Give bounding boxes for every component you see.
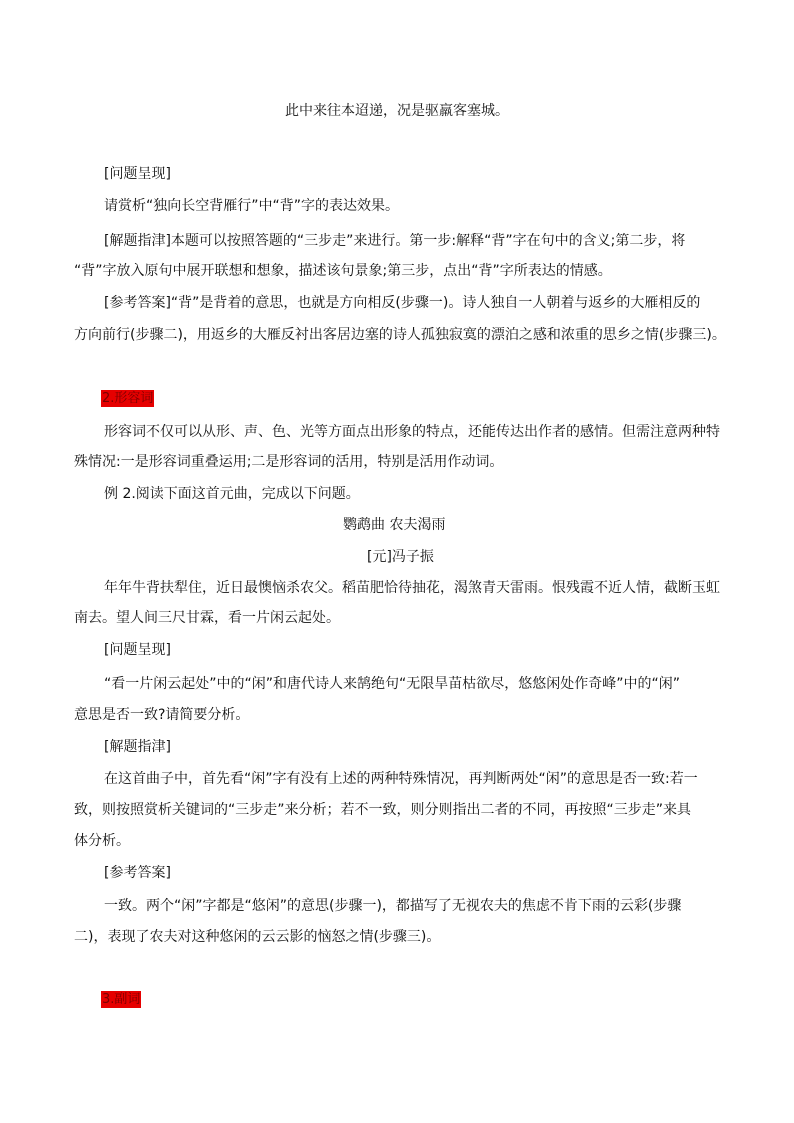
- poem-title: 鹦鹉曲 农夫渴雨: [343, 517, 446, 533]
- guide-text-cont: 致，则按照赏析关键词的“三步走”来分析；若不一致，则分则指出二者的不同，再按照“三步走”来具: [74, 802, 692, 818]
- section-heading-adverb: 3.副词: [102, 992, 141, 1007]
- question-text-cont: 意思是否一致?请简要分析。: [74, 707, 250, 723]
- question-text: “看一片闲云起处”中的“闲”和唐代诗人来鹄绝句“无限旱苗枯欲尽，悠悠闲处作奇峰”中的“闲”: [104, 676, 681, 692]
- answer-text: [参考答案]“背”是背着的意思，也就是方向相反(步骤一)。诗人独自一人朝着与返乡的大雁相反的: [104, 295, 701, 311]
- section-heading-adjective: 2.形容词: [102, 391, 154, 406]
- poem-body: 年年牛背扶犁住，近日最懊恼杀农父。稻苗肥恰待抽花，渴煞青天雷雨。恨残霞不近人情，截断玉虹: [104, 580, 720, 596]
- guide-text-cont: 体分析。: [74, 833, 130, 849]
- question-text: 请赏析“独向长空背雁行”中“背”字的表达效果。: [104, 198, 400, 214]
- guide-text: [解题指津]本题可以按照答题的“三步走”来进行。第一步:解释“背”字在句中的含义;第二步，将: [104, 233, 686, 249]
- answer-text: 一致。两个“闲”字都是“悠闲”的意思(步骤一)，都描写了无视农夫的焦虑不肯下雨的云彩(步骤: [104, 898, 682, 914]
- example-intro: 例 2.阅读下面这首元曲，完成以下问题。: [104, 486, 360, 502]
- paragraph-text: 形容词不仅可以从形、声、色、光等方面点出形象的特点，还能传达出作者的感情。但需注意两种特: [104, 424, 720, 440]
- answer-text-cont: 二)，表现了农夫对这种悠闲的云云影的恼怒之情(步骤三)。: [74, 929, 441, 945]
- question-label: [问题呈现]: [104, 166, 171, 182]
- answer-label: [参考答案]: [104, 865, 171, 881]
- answer-text-cont: 方向前行(步骤二)，用返乡的大雁反衬出客居边塞的诗人孤独寂寞的漂泊之感和浓重的思乡之情(步骤三)。: [74, 327, 726, 343]
- guide-text-cont: “背”字放入原句中展开联想和想象，描述该句景象;第三步，点出“背”字所表达的情感。: [74, 263, 612, 279]
- poem-line: 此中来往本迢递，况是驱羸客塞城。: [285, 103, 509, 119]
- guide-text: 在这首曲子中，首先看“闲”字有没有上述的两种特殊情况，再判断两处“闲”的意思是否一致:若一: [104, 771, 698, 787]
- guide-label: [解题指津]: [104, 739, 171, 755]
- poem-author: [元]冯子振: [367, 549, 434, 565]
- question-label: [问题呈现]: [104, 642, 171, 658]
- poem-body-cont: 南去。望人间三尺甘霖，看一片闲云起处。: [74, 610, 340, 626]
- paragraph-text-cont: 殊情况:一是形容词重叠运用;二是形容词的活用，特别是活用作动词。: [74, 454, 504, 470]
